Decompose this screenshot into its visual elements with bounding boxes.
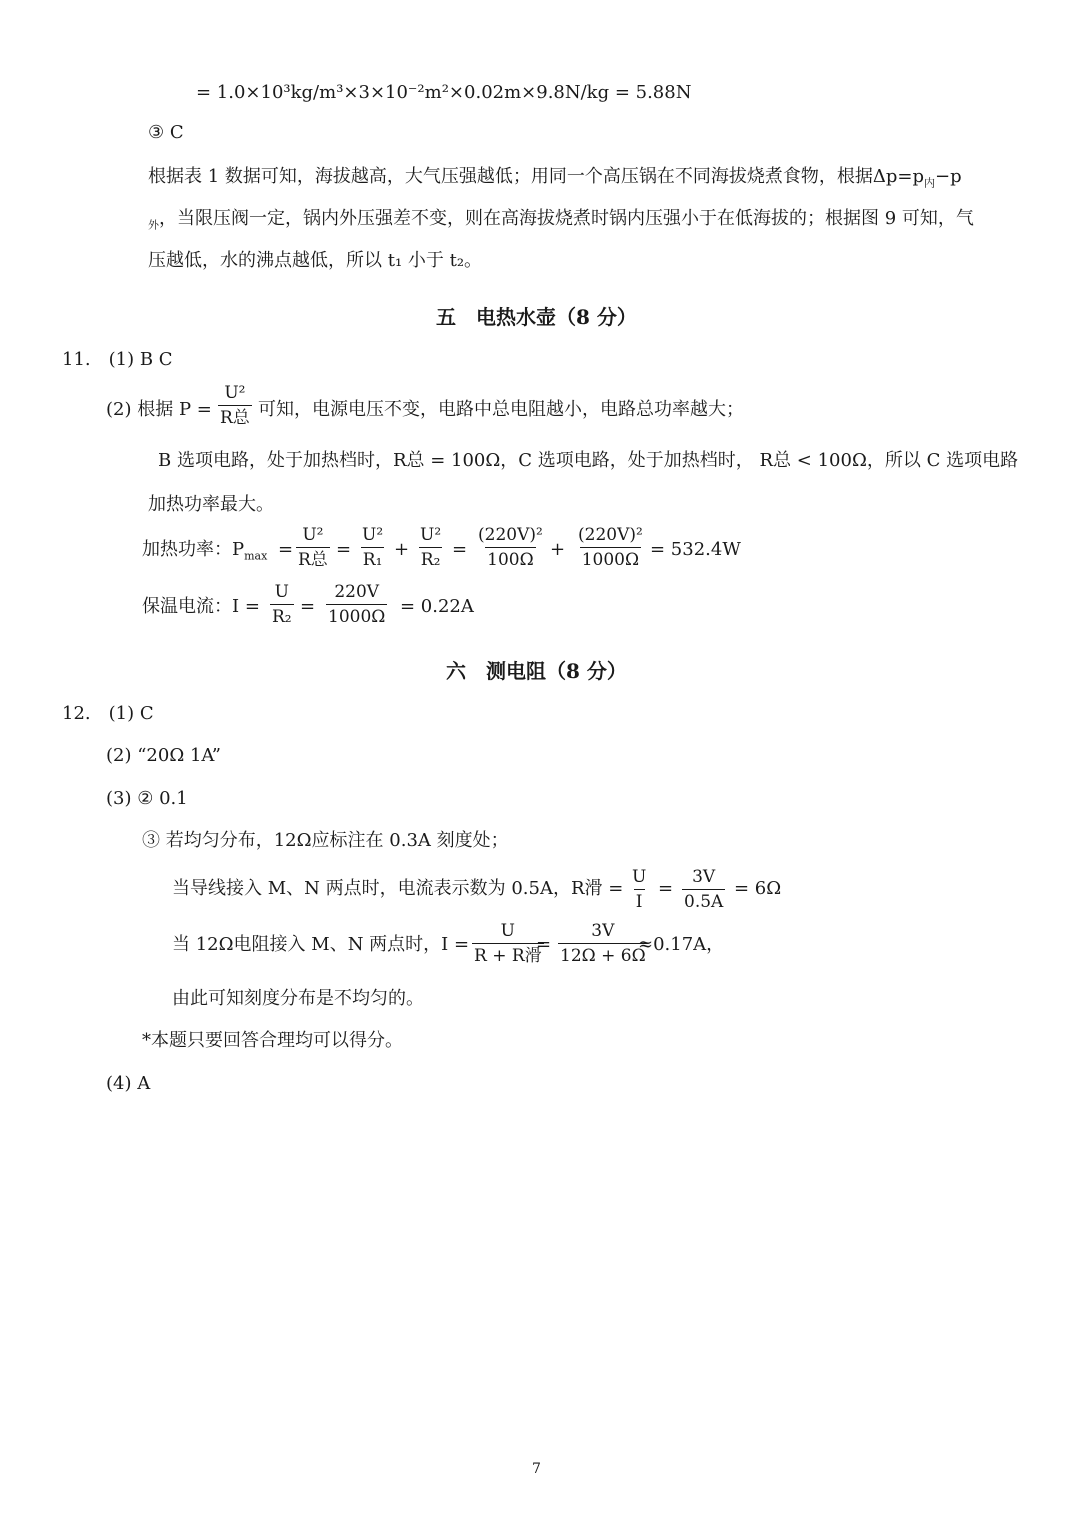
heating-power-result: = 532.4W <box>650 539 741 560</box>
plus-sign: + <box>394 539 410 560</box>
q11-part2-lead: (2) 根据 P = <box>106 399 212 420</box>
section-6-title: 六 测电阻（8 分） <box>446 659 627 683</box>
q12-wire-line: 当导线接入 M、N 两点时，电流表示数为 0.5A，R滑 = <box>172 878 624 899</box>
equals-sign: = <box>536 934 552 955</box>
q12-part4: (4) A <box>106 1073 151 1094</box>
fraction-220v-sq-over-100: $\frac{\text{(220V)²}}{100\Omega}$ <box>478 525 543 570</box>
fraction-u-over-i: $\frac{U}{I}$ <box>632 867 647 912</box>
q12-resistor-line: 当 12Ω电阻接入 M、N 两点时，I = <box>172 934 470 955</box>
fraction-u-over-r-plus-rslide: U R + R滑 <box>474 921 542 966</box>
q12-part3: (3) ② 0.1 <box>106 788 188 809</box>
answer-c: ③ C <box>148 122 184 143</box>
equals-sign: = <box>300 596 316 617</box>
q12-conclusion: 由此可知刻度分布是不均匀的。 <box>172 988 424 1009</box>
plus-sign: + <box>550 539 566 560</box>
equals-sign: = <box>658 878 674 899</box>
q11-part2-line3: 加热功率最大。 <box>148 494 274 515</box>
fraction-u2-over-r1: $\frac{\text{U²}}{\text{R₁}}$ <box>362 525 384 570</box>
explanation-line-3: 压越低，水的沸点越低，所以 t₁ 小于 t₂。 <box>148 250 483 271</box>
heating-power-lead: 加热功率：$P_{max}$ <box>142 539 268 563</box>
q12-part1: 12. (1) C <box>62 703 154 724</box>
equals-sign: = <box>452 539 468 560</box>
explanation-line-1: 根据表 1 数据可知，海拔越高，大气压强越低；用同一个高压锅在不同海拔烧煮食物，根据$\Delta p=p_内-p$ <box>148 166 962 190</box>
q12-resistor-result: ≈0.17A， <box>638 934 725 955</box>
q11-part2-line2: B 选项电路，处于加热档时，R总 = 100Ω，C 选项电路，处于加热档时， R总 < 100Ω，所以 C 选项电路 <box>158 450 1019 471</box>
fraction-3v-over-05a: $\frac{3V}{0.5A}$ <box>684 867 724 912</box>
fraction-u-over-r2: $\frac{U}{\text{R₂}}$ <box>272 582 292 627</box>
fraction-u2-over-rtotal: U² R总 <box>220 383 250 428</box>
fraction-220v-over-1000: $\frac{220V}{1000\Omega}$ <box>328 582 386 627</box>
q11-part1: 11. (1) B C <box>62 349 173 370</box>
q12-part2: (2) “20Ω 1A” <box>106 745 221 766</box>
q12-note: *本题只要回答合理均可以得分。 <box>142 1030 403 1051</box>
page-number: 7 <box>532 1461 541 1477</box>
q11-part2-rest: 可知，电源电压不变，电路中总电阻越小，电路总功率越大； <box>258 399 744 420</box>
keep-warm-current-lead: 保温电流：I = <box>142 596 260 617</box>
fraction-3v-over-18: $\frac{3V}{12\Omega + 6\Omega}$ <box>560 921 646 966</box>
keep-warm-current-result: = 0.22A <box>400 596 474 617</box>
formula-result-line: = 1.0×10³kg/m³×3×10⁻²m²×0.02m×9.8N/kg = 5.88N <box>196 82 692 103</box>
fraction-u2-over-r2: $\frac{\text{U²}}{\text{R₂}}$ <box>420 525 442 570</box>
q12-wire-result: = 6Ω <box>734 878 782 899</box>
equals-sign: = <box>336 539 352 560</box>
explanation-line-2: $_外$，当限压阀一定，锅内外压强差不变，则在高海拔烧煮时锅内压强小于在低海拔的；根据图 9 可知，气 <box>148 208 974 232</box>
fraction-220v-sq-over-1000: $\frac{\text{(220V)²}}{1000\Omega}$ <box>578 525 643 570</box>
fraction-u2-over-rtotal-2: U² R总 <box>298 525 328 570</box>
equals-sign: = <box>278 539 294 560</box>
section-5-title: 五 电热水壶（8 分） <box>436 305 637 329</box>
q12-part3-item3: ③ 若均匀分布，12Ω应标注在 0.3A 刻度处； <box>142 830 509 851</box>
